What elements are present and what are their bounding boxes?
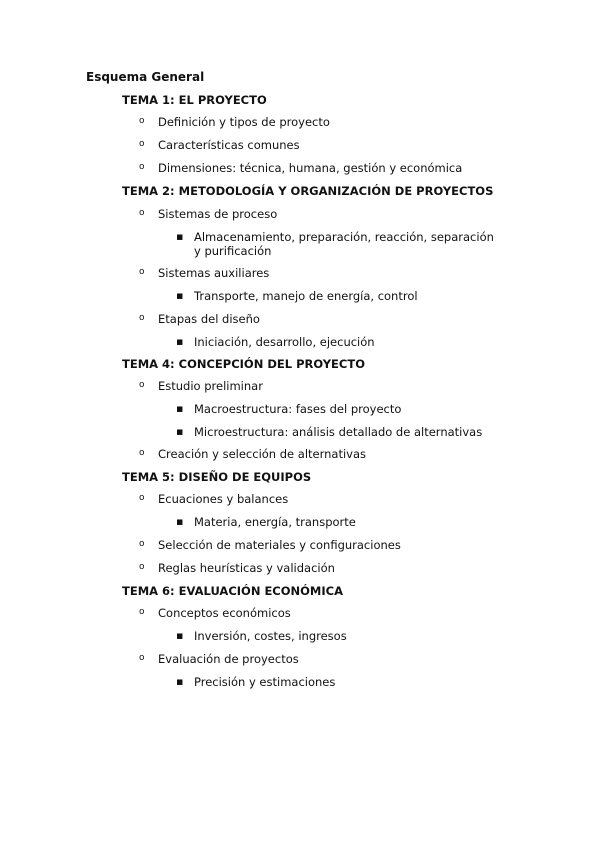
sub-list-item-label: Iniciación, desarrollo, ejecución bbox=[194, 335, 375, 349]
list-item-label: Características comunes bbox=[158, 138, 300, 152]
hollow-bullet-icon: o bbox=[139, 162, 145, 172]
hollow-bullet-icon: o bbox=[139, 139, 145, 149]
list-item-label: Etapas del diseño bbox=[158, 312, 260, 326]
hollow-bullet-icon: o bbox=[139, 653, 145, 663]
hollow-bullet-icon: o bbox=[139, 380, 145, 390]
hollow-bullet-icon: o bbox=[139, 539, 145, 549]
sub-list-item-label: Microestructura: análisis detallado de alternativas bbox=[194, 425, 483, 439]
section-title: TEMA 6: EVALUACIÓN ECONÓMICA bbox=[122, 584, 343, 598]
hollow-bullet-icon: o bbox=[139, 116, 145, 126]
sub-list-item-label: Almacenamiento, preparación, reacción, separación y purificación bbox=[194, 230, 494, 258]
list-item-label: Selección de materiales y configuraciones bbox=[158, 538, 401, 552]
section-title: TEMA 2: METODOLOGÍA Y ORGANIZACIÓN DE PROYECTOS bbox=[122, 184, 494, 198]
hollow-bullet-icon: o bbox=[139, 313, 145, 323]
list-item-label: Ecuaciones y balances bbox=[158, 492, 289, 506]
hollow-bullet-icon: o bbox=[139, 208, 145, 218]
hollow-bullet-icon: o bbox=[139, 562, 145, 572]
square-bullet-icon: ▪ bbox=[176, 402, 184, 415]
list-item-label: Dimensiones: técnica, humana, gestión y económica bbox=[158, 161, 463, 175]
list-item-label: Conceptos económicos bbox=[158, 606, 291, 620]
section-title: TEMA 1: EL PROYECTO bbox=[122, 93, 267, 107]
sub-list-item-label: Macroestructura: fases del proyecto bbox=[194, 402, 402, 416]
sub-list-item-label: Inversión, costes, ingresos bbox=[194, 629, 347, 643]
list-item-label: Definición y tipos de proyecto bbox=[158, 115, 330, 129]
list-item-label: Reglas heurísticas y validación bbox=[158, 561, 335, 575]
sub-list-item-label: Precisión y estimaciones bbox=[194, 675, 336, 689]
section-title: TEMA 5: DISEÑO DE EQUIPOS bbox=[122, 470, 312, 484]
sub-list-item-label: Materia, energía, transporte bbox=[194, 515, 356, 529]
square-bullet-icon: ▪ bbox=[176, 675, 184, 688]
hollow-bullet-icon: o bbox=[139, 607, 145, 617]
hollow-bullet-icon: o bbox=[139, 493, 145, 503]
square-bullet-icon: ▪ bbox=[176, 425, 184, 438]
list-item-label: Sistemas auxiliares bbox=[158, 266, 270, 280]
hollow-bullet-icon: o bbox=[139, 267, 145, 277]
hollow-bullet-icon: o bbox=[139, 448, 145, 458]
square-bullet-icon: ▪ bbox=[176, 515, 184, 528]
square-bullet-icon: ▪ bbox=[176, 629, 184, 642]
square-bullet-icon: ▪ bbox=[176, 289, 184, 302]
list-item-label: Creación y selección de alternativas bbox=[158, 447, 367, 461]
list-item-label: Sistemas de proceso bbox=[158, 207, 278, 221]
square-bullet-icon: ▪ bbox=[176, 335, 184, 348]
document-title: Esquema General bbox=[86, 70, 205, 84]
list-item-label: Estudio preliminar bbox=[158, 379, 263, 393]
section-title: TEMA 4: CONCEPCIÓN DEL PROYECTO bbox=[122, 357, 365, 371]
square-bullet-icon: ▪ bbox=[176, 230, 184, 243]
list-item-label: Evaluación de proyectos bbox=[158, 652, 299, 666]
sub-list-item-label: Transporte, manejo de energía, control bbox=[194, 289, 418, 303]
